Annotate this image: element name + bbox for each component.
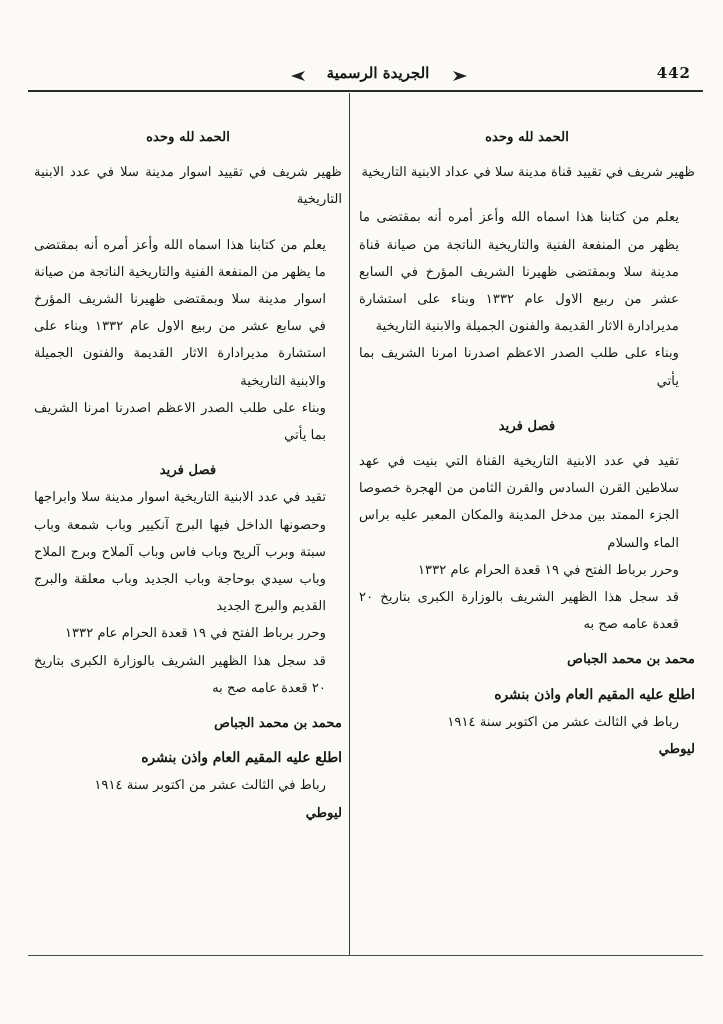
decree-paragraph: وبناء على طلب الصدر الاعظم اصدرنا امرنا الشريف بما يأتي [34, 400, 326, 444]
decree-paragraph: وبناء على طلب الصدر الاعظم اصدرنا امرنا الشريف بما يأتي [359, 346, 679, 389]
opening-invocation: الحمد لله وحده [485, 130, 569, 145]
approval-note: اطلع عليه المقيم العام واذن بنشره [494, 686, 695, 703]
opening-invocation: الحمد لله وحده [146, 130, 230, 145]
right-column [359, 124, 695, 763]
registration-note: قد سجل هذا الظهير الشريف بالوزارة الكبرى بتاريخ ٢٠ قعدة عامه صح به [359, 590, 679, 633]
date-line: وحرر برباط الفتح في ١٩ قعدة الحرام عام ١٣٣٢ [64, 626, 326, 642]
decree-body: تقيد في عدد الابنية التاريخية القناة التي بنيت في عهد سلاطين القرن السادس والقرن الثامن من الهجرة خصوصا الجزء الممتد بين مدخل المدينة والمكان المعبر عليه براس الماء والسلام [359, 454, 679, 551]
lyautey-signature: ليوطي [305, 805, 342, 821]
registration-note: قد سجل هذا الظهير الشريف بالوزارة الكبرى بتاريخ ٢٠ قعدة عامه صح به [34, 653, 326, 696]
running-title: الجريدة الرسمية [326, 64, 430, 82]
header-rule [28, 90, 703, 92]
rabat-date: رباط في الثالث عشر من اكتوبر سنة ١٩١٤ [447, 714, 679, 730]
decree-title: ظهير شريف في تقييد قناة مدينة سلا في عداد الابنية التاريخية [361, 165, 695, 181]
signatory-name: محمد بن محمد الجباص [214, 716, 342, 732]
decree-paragraph: يعلم من كتابنا هذا اسماه الله وأعز أمره أنه بمقتضى ما يظهر من المنفعة الفنية والتاريخية الناتجة من صيانة اسوار مدينة سلا وبمقتضى ظهيرنا الشريف المؤرخ في سابع عشر من ربيع الاول عام ١٣٣٢ وبناء على استشارة مديرادارة الاثار القديمة والفنون الجميلة والابنية التاريخية [34, 237, 326, 389]
decree-body: تقيد في عدد الابنية التاريخية اسوار مدينة سلا وابراجها وحصونها الداخل فيها البرج آنكيير وباب شمعة وباب سبتة وبرب آلريح وباب فاس وباب آلملاح وبرج الملاح وباب سيدي بوحاجة وباب الجديد وباب معلقة والبرج القديم والبرج الجديد [34, 490, 326, 615]
lyautey-signature: ليوطي [658, 742, 695, 758]
decree-paragraph: يعلم من كتابنا هذا اسماه الله وأعز أمره أنه بمقتضى ما يظهر من المنفعة الفنية والتاريخية الناتجة من صيانة قناة مدينة سلا وبمقتضى ظهيرنا الشريف المؤرخ في السابع عشر من ربيع الاول عام ١٣٣٢ وبناء على استشارة مديرادارة الاثار القديمة والفنون الجميلة والابنية التاريخية [359, 210, 679, 335]
date-line: وحرر برباط الفتح في ١٩ قعدة الحرام عام ١٣٣٢ [417, 562, 679, 578]
left-column [34, 124, 342, 827]
page-number: 442 [656, 64, 691, 82]
column-divider [349, 93, 350, 955]
right-ornament-icon [452, 70, 468, 82]
approval-note: اطلع عليه المقيم العام واذن بنشره [141, 750, 342, 767]
bottom-rule [28, 955, 703, 956]
section-heading: فصل فريد [159, 463, 217, 479]
page-header [28, 62, 703, 90]
rabat-date: رباط في الثالث عشر من اكتوبر سنة ١٩١٤ [94, 778, 326, 794]
section-heading: فصل فريد [498, 418, 556, 434]
decree-title: ظهير شريف في تقييد اسوار مدينة سلا في عدد الابنية التاريخية [34, 165, 342, 208]
signatory-name: محمد بن محمد الجباص [567, 652, 695, 668]
